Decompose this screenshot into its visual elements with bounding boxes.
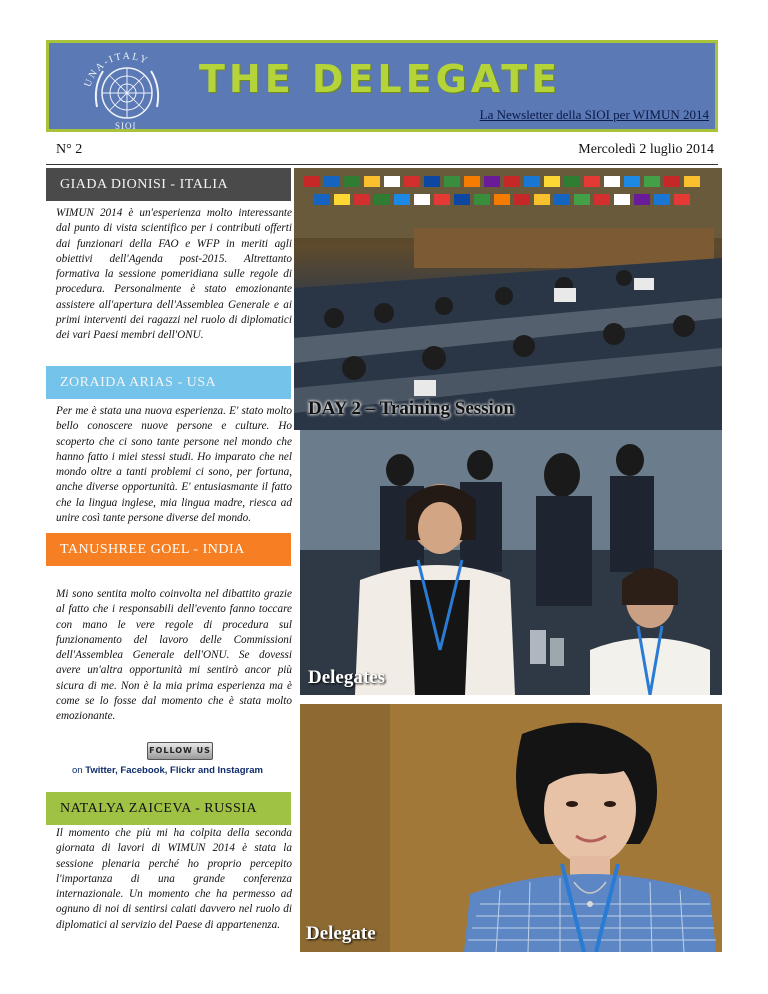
caption-training-session: DAY 2 – Training Session: [308, 398, 514, 419]
section-text-tanushree: Mi sono sentita molto coinvolta nel dibattito grazie al fatto che i responsabili dell'evento fanno toccare con mano le vere regole di procedura sul funzionamento del lavoro delle Commissioni dell'Assemblea Generale dell'ONU. Se dovessi avere un'altra opportunità mi sentirò ancor più sicura di me. Non è la mia prima esperienza ma è come se lo fosse dal momento che è stata molto emozionante.: [56, 588, 292, 723]
newsletter-title: THE DELEGATE: [199, 57, 562, 101]
section-heading-tanushree: TANUSHREE GOEL - INDIA: [46, 533, 291, 566]
photo-training-session: [294, 168, 722, 430]
issue-number: N° 2: [56, 142, 83, 157]
newsletter-subtitle[interactable]: La Newsletter della SIOI per WIMUN 2014: [479, 107, 709, 122]
follow-link-list[interactable]: Twitter, Facebook, Flickr and Instagram: [85, 765, 263, 776]
follow-links[interactable]: [72, 765, 263, 776]
un-emblem-icon: [67, 47, 187, 131]
issue-row: [46, 142, 718, 165]
header-banner: [46, 40, 718, 132]
follow-us-badge[interactable]: FOLLOW US: [147, 742, 213, 760]
delegate-portrait-image: [300, 704, 722, 952]
follow-prefix: on: [72, 765, 86, 776]
section-text-natalya: Il momento che più mi ha colpita della seconda giornata di lavori di WIMUN 2014 è stata la sessione plenaria perché ho proprio percepito l'importanza di una grande conferenza internazionale. Un momento che ha permesso ad ognuno di noi di sentirsi calati davvero nel ruolo di diplomatici al servizio del Paese di appartenenza.: [56, 827, 292, 931]
issue-date: Mercoledì 2 luglio 2014: [578, 142, 714, 157]
svg-text:UNA-ITALY: UNA-ITALY: [82, 50, 151, 89]
section-heading-giada: GIADA DIONISI - ITALIA: [46, 168, 291, 201]
caption-delegates: Delegates: [308, 667, 386, 688]
photo-delegates: [300, 430, 722, 695]
section-text-giada: WIMUN 2014 è un'esperienza molto interessante dal punto di vista scientifico per i contributi offerti dai funzionari della FAO e WFP in meriti agli obiettivi dell'Agenda post-2015. Altrettanto formativa la sessione pomeridiana sulle regole di procedura. Personalmente è stato emozionante assistere all'apertura dell'Assemblea Generale e ai primi interventi dei ragazzi nel ruolo di diplomatici dei vari Paesi membri dell'ONU.: [56, 207, 292, 342]
section-heading-zoraida: ZORAIDA ARIAS - USA: [46, 366, 291, 399]
section-text-zoraida: Per me è stata una nuova esperienza. E' stato molto bello conoscere nuove persone e culture. Ho scoperto che ci sono tante persone nel mondo che hanno fatto i miei stessi studi. Ho imparato che nel mondo oltre a tanti problemi ci sono, per fortuna, anche diverse opportunità. E' entusiasmante il fatto che la lingua inglese, mia lingua madre, riesca ad unire così tante persone diverse del mondo.: [56, 405, 292, 525]
assembly-hall-image: [294, 168, 722, 430]
delegates-image: [300, 430, 722, 695]
photo-delegate-portrait: [300, 704, 722, 952]
logo-sioi-text: SIOI: [115, 121, 137, 131]
section-heading-natalya: NATALYA ZAICEVA - RUSSIA: [46, 792, 291, 825]
caption-delegate: Delegate: [306, 923, 376, 944]
